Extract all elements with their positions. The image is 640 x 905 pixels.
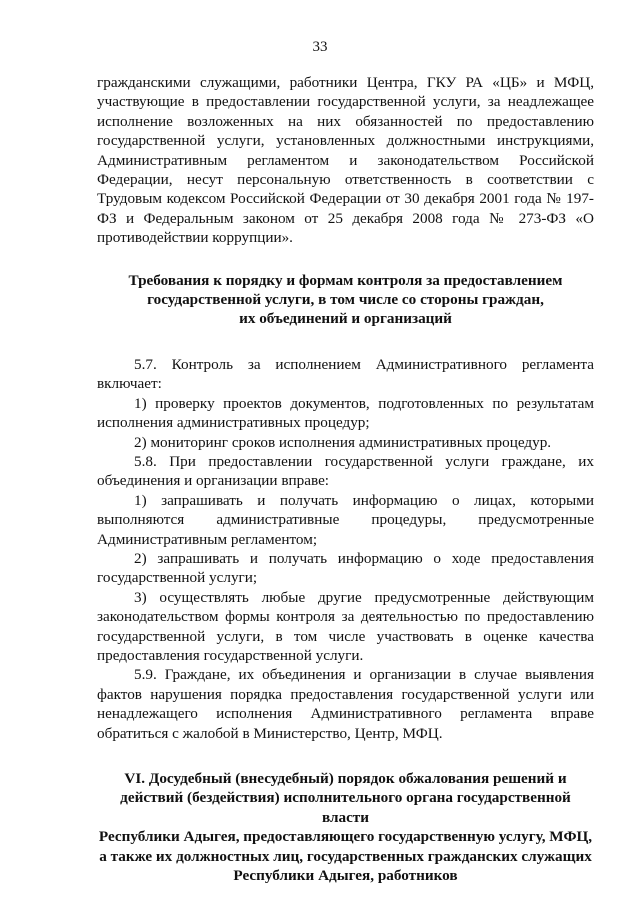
heading-line: действий (бездействия) исполнительного органа государственной власти (120, 789, 571, 826)
list-item-5-8-2: 2) запрашивать и получать информацию о ходе предоставления государственной услуги; (97, 549, 594, 587)
list-item-5-7-2: 2) мониторинг сроков исполнения административных процедур. (134, 433, 552, 451)
page-number: 33 (312, 39, 328, 55)
list-item-5-8-1: 1) запрашивать и получать информацию о лицах, которыми выполняются административные процедуры, предусмотренные Административным регламентом; (97, 491, 594, 548)
heading-line: VI. Досудебный (внесудебный) порядок обжалования решений и (124, 770, 567, 787)
paragraph-liability: гражданскими служащими, работники Центра, ГКУ РА «ЦБ» и МФЦ, участвующие в предоставлении государственной услуги, за неадлежащее исполнение возложенных на них обязанностей по предоставлению государственной услуги, установленных должностными инструкциями, Административным регламентом и законодательством Российской Федерации, несут персональную ответственность в соответствии с Трудовым кодексом Российской Федерации от 30 декабря 2001 года № 197-ФЗ и Федеральным законом от 25 декабря 2008 года № 273-ФЗ «О противодействии коррупции». (97, 74, 594, 247)
heading-line: государственной услуги, в том числе со стороны граждан, (147, 291, 544, 309)
heading-line: а также их должностных лиц, государственных гражданских служащих (99, 847, 592, 865)
list-item-5-7-1: 1) проверку проектов документов, подготовленных по результатам исполнения административных процедур; (97, 394, 594, 432)
heading-control-requirements (97, 271, 594, 329)
heading-line: Республики Адыгея, предоставляющего государственную услугу, МФЦ, (98, 828, 593, 846)
paragraph-5-9: 5.9. Граждане, их объединения и организации в случае выявления фактов нарушения порядка предоставления государственной услуги или ненадлежащего исполнения Административного регламента вправе обратиться с жалобой в Министерство, Центр, МФЦ. (97, 666, 594, 742)
document-body (97, 73, 594, 885)
paragraph-5-7: 5.7. Контроль за исполнением Административного регламента включает: (97, 355, 594, 393)
list-item-5-8-3: 3) осуществлять любые другие предусмотренные действующим законодательством формы контроля за деятельностью по предоставлению государственной услуги, в том числе участвовать в оценке качества предоставления государственной услуги. (97, 588, 594, 664)
paragraph-5-8: 5.8. При предоставлении государственной услуги граждане, их объединения и организации вправе: (97, 452, 594, 490)
heading-line: Требования к порядку и формам контроля за предоставлением (128, 271, 563, 289)
heading-line: их объединений и организаций (239, 310, 452, 328)
heading-section-6 (97, 769, 594, 885)
heading-line: Республики Адыгея, работников (233, 867, 458, 885)
